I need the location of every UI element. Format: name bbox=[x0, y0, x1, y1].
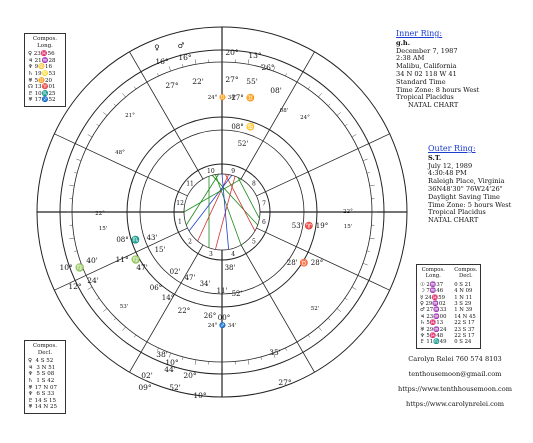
degree-tick bbox=[122, 327, 125, 331]
outer-ring-label: 20° bbox=[225, 48, 239, 57]
inner-ring-label: 34' bbox=[199, 280, 211, 288]
long-row: ♅ 17♐52 bbox=[28, 97, 56, 104]
degree-tick bbox=[285, 73, 286, 76]
inner-ring-label: 38' bbox=[224, 264, 236, 272]
degree-tick bbox=[74, 251, 77, 252]
long-row: ♃ 21♒28 bbox=[28, 57, 56, 64]
outer-ring-title: Outer Ring: bbox=[428, 144, 476, 153]
inner-ring-label: 08° ♏ bbox=[116, 236, 140, 244]
degree-tick bbox=[195, 59, 196, 64]
degree-tick bbox=[337, 308, 341, 311]
composite-long-column: Compos. Long. ☉ 2♒37 ☽ 7♒46 ☿ 24♓59 ♀ 29♒02 ♂ 27♒33 ♃ 23♒00 ♄ 5♓13 ♅ 29♒24 ♆ 5♓48 ♇ 11♏49 bbox=[420, 267, 447, 346]
degree-tick bbox=[297, 342, 300, 346]
inner-ring-zone: Time Zone: 8 hours West bbox=[396, 85, 480, 94]
long-row: ☊ 13♈01 bbox=[28, 84, 56, 91]
long-cell: ♀ 29♒02 bbox=[420, 301, 446, 308]
decl-cell: 1 N 11 bbox=[454, 294, 473, 301]
outer-ring-label: 44' bbox=[164, 365, 176, 374]
outer-ring-label: ♀ bbox=[154, 43, 160, 52]
degree-tick bbox=[182, 357, 183, 360]
house-number: 7 bbox=[262, 200, 266, 208]
long-cell: ☉ 2♒37 bbox=[420, 281, 444, 288]
degree-tick bbox=[261, 357, 262, 360]
degree-tick bbox=[114, 318, 116, 320]
decl-cell: 4 N 09 bbox=[454, 288, 473, 295]
decl-row: ♅ 14 N 25 bbox=[28, 404, 57, 411]
decl-cell: 22 S 17 bbox=[454, 320, 475, 327]
cusp-degree-label: 15' bbox=[343, 224, 353, 230]
house-number: 11 bbox=[186, 180, 194, 188]
degree-tick bbox=[88, 287, 92, 290]
inner-ring-title: Inner Ring: bbox=[396, 29, 443, 38]
inner-ring-label: 26° bbox=[203, 312, 217, 320]
contact-site-1[interactable]: https://www.tenthhousemoon.com bbox=[398, 385, 512, 393]
degree-tick bbox=[74, 172, 77, 173]
degree-tick bbox=[308, 335, 310, 337]
inner-ring-label: 00° bbox=[217, 314, 231, 322]
outer-ring-label: 35' bbox=[269, 348, 281, 357]
inner-ring-label: 27° ♊ bbox=[231, 94, 255, 102]
outer-ring-label: 10° ♍ bbox=[59, 263, 85, 272]
house-number: 8 bbox=[252, 180, 256, 188]
inner-ring-label: 08° ♋ bbox=[231, 123, 255, 131]
aspect-inner-circle bbox=[184, 174, 260, 250]
degree-tick bbox=[157, 73, 158, 76]
outer-ring-label: 13° bbox=[248, 51, 262, 60]
house-number: 2 bbox=[188, 238, 192, 246]
cusp-degree-label: 21° bbox=[125, 113, 135, 119]
degree-tick bbox=[370, 238, 375, 239]
degree-tick bbox=[328, 104, 330, 106]
inner-ring-label: 43' bbox=[146, 234, 158, 242]
inner-ring-label: 06° bbox=[149, 284, 163, 292]
outer-ring-label: 26° bbox=[261, 63, 275, 72]
decl-row: ♆ 6 S 33 bbox=[28, 391, 55, 398]
long-row: ♄ 19♌53 bbox=[28, 70, 56, 77]
decl-cell: 14 N 45 bbox=[454, 313, 476, 320]
degree-tick bbox=[145, 342, 148, 346]
inner-ring-label: 11' bbox=[216, 287, 228, 295]
degree-tick bbox=[345, 124, 347, 126]
outer-ring-label: ♂ bbox=[177, 41, 185, 50]
inner-ring-label: 28' ♉ 28° bbox=[286, 259, 324, 267]
long-row: ♅ 5♊20 bbox=[28, 77, 53, 84]
outer-ring-label: 52' bbox=[169, 383, 181, 392]
degree-tick bbox=[69, 238, 74, 239]
cusp-degree-label: 22° bbox=[343, 209, 353, 215]
long-row: ♇ 10♏25 bbox=[28, 90, 56, 97]
outer-ring-label: 27° bbox=[165, 81, 179, 90]
long-cell: ♄ 5♓13 bbox=[420, 320, 444, 327]
decl-row: ♇ 14 S 15 bbox=[28, 397, 56, 404]
outer-ring-label: 22' bbox=[192, 77, 204, 86]
degree-tick bbox=[134, 87, 136, 89]
outer-ring-label: 16° bbox=[178, 53, 192, 62]
aspect-line bbox=[222, 174, 229, 249]
outer-ring-label: 12° bbox=[68, 282, 82, 291]
outer-ring-label: 47' bbox=[136, 263, 148, 272]
composite-decl-column: Compos. Decl. 0 S 21 4 N 09 1 N 11 3 S 29 1 N 39 14 N 45 22 S 17 23 S 37 22 S 17 0 S 24 bbox=[454, 267, 478, 346]
degree-tick bbox=[76, 159, 81, 161]
degree-tick bbox=[370, 185, 375, 186]
contact-name: Carolyn Relei 760 574 8103 bbox=[408, 355, 502, 363]
outer-ring-label: 24' bbox=[87, 276, 99, 285]
inner-ring-coords: 34 N 02 118 W 41 bbox=[396, 69, 457, 78]
degree-tick bbox=[169, 353, 171, 358]
degree-tick bbox=[345, 298, 347, 300]
aspect-line bbox=[238, 178, 259, 219]
degree-tick bbox=[248, 360, 249, 365]
inner-ring-date: December 7, 1987 bbox=[396, 46, 458, 55]
aspect-line bbox=[198, 175, 229, 242]
outer-ring-place: Raleigh Place, Virginia bbox=[428, 177, 505, 186]
outer-ring-time: 4:30:48 PM bbox=[428, 169, 467, 178]
degree-tick bbox=[352, 135, 356, 138]
outer-ring-time-type: Daylight Saving Time bbox=[428, 192, 500, 201]
cusp-degree-label: 22° bbox=[95, 211, 105, 217]
cusp-degree-label: 24° ♊ 34' bbox=[207, 95, 237, 101]
house-cusp-line bbox=[130, 52, 204, 179]
house-number: 4 bbox=[231, 251, 236, 259]
house-number: 10 bbox=[207, 167, 215, 175]
degree-tick bbox=[297, 78, 300, 82]
outer-ring-houses: Tropical Placidus bbox=[428, 208, 486, 217]
degree-tick bbox=[248, 59, 249, 64]
outer-ring-chart: NATAL CHART bbox=[428, 216, 479, 225]
inner-ring-time: 2:38 AM bbox=[396, 54, 425, 63]
inner-ring-label: 22° bbox=[177, 307, 191, 315]
decl-row: ♆ 5 S 08 bbox=[28, 371, 55, 378]
outer-ring-label: 27° bbox=[225, 75, 239, 84]
degree-tick bbox=[363, 263, 368, 265]
house-number: 1 bbox=[178, 218, 182, 226]
outer-ring-name: S.T. bbox=[428, 153, 442, 162]
long-cell: ☽ 7♒46 bbox=[420, 288, 444, 295]
aspect-line bbox=[225, 174, 255, 231]
degree-tick bbox=[69, 185, 74, 186]
outer-ring-label: 08' bbox=[270, 86, 282, 95]
degree-tick bbox=[318, 93, 321, 97]
cusp-degree-label: 15' bbox=[98, 226, 108, 232]
inner-ring-label: 52' bbox=[237, 140, 249, 148]
outer-ring-label: 38' bbox=[156, 350, 168, 359]
cusp-degree-label: 08' bbox=[279, 108, 289, 114]
degree-tick bbox=[83, 147, 86, 148]
degree-tick bbox=[83, 275, 86, 276]
degree-tick bbox=[352, 287, 356, 290]
cusp-degree-label: 48° bbox=[115, 150, 125, 156]
degree-tick bbox=[88, 135, 92, 138]
degree-tick bbox=[103, 308, 107, 311]
inner-ring-label: 47' bbox=[184, 274, 196, 282]
degree-tick bbox=[358, 275, 361, 276]
inner-ring-time-type: Standard Time bbox=[396, 77, 446, 86]
box-header: Compos. Decl. bbox=[32, 343, 58, 356]
degree-tick bbox=[358, 147, 361, 148]
house-number: 5 bbox=[252, 238, 256, 246]
long-cell: ☿ 24♓59 bbox=[420, 294, 446, 301]
inner-ring-label: 52' bbox=[231, 290, 243, 298]
outer-ring-label: 10° bbox=[193, 391, 207, 400]
degree-tick bbox=[318, 327, 321, 331]
contact-site-2[interactable]: https://www.carolynrelei.com bbox=[405, 400, 505, 408]
decl-cell: 22 S 17 bbox=[454, 333, 475, 340]
cusp-degree-label: 53' bbox=[119, 304, 129, 310]
inner-ring-label: 14° bbox=[161, 294, 175, 302]
degree-tick bbox=[134, 335, 136, 337]
inner-ring-label: 15' bbox=[154, 246, 166, 254]
outer-ring-coords: 36N48'30" 76W24'26" bbox=[428, 184, 503, 193]
decl-row: ♃ 3 N 51 bbox=[28, 364, 56, 371]
degree-tick bbox=[367, 251, 370, 252]
degree-tick bbox=[97, 124, 99, 126]
degree-tick bbox=[328, 318, 330, 320]
degree-tick bbox=[308, 87, 310, 89]
outer-ring-label: 40' bbox=[86, 256, 98, 265]
long-row: ♆ 9♋16 bbox=[28, 64, 53, 71]
outer-ring-label: 11° ♍ bbox=[115, 255, 141, 264]
inner-ring-name: g.h. bbox=[396, 38, 410, 47]
outer-ring-label: 16° bbox=[155, 57, 169, 66]
decl-cell: 3 S 29 bbox=[454, 301, 472, 308]
degree-tick bbox=[145, 78, 148, 82]
degree-tick bbox=[103, 112, 107, 115]
degree-tick bbox=[285, 348, 286, 351]
decl-cell: 0 S 21 bbox=[454, 281, 472, 288]
outer-ring-zone: Time Zone: 5 hours West bbox=[428, 200, 512, 209]
degree-tick bbox=[97, 298, 99, 300]
decl-cell: 1 N 39 bbox=[454, 307, 473, 314]
decl-row: ♀ 4 S 52 bbox=[28, 358, 54, 365]
inner-ring-label: 02' bbox=[169, 268, 181, 276]
outer-ring-label: 55' bbox=[246, 77, 258, 86]
decl-row: ♅ 17 N 07 bbox=[28, 384, 57, 391]
degree-tick bbox=[337, 112, 341, 115]
decl-cell: 23 S 37 bbox=[454, 326, 475, 333]
house-number: 9 bbox=[231, 167, 236, 175]
outer-ring-label: 10° bbox=[165, 358, 179, 367]
inner-ring-houses: Tropical Placidus bbox=[396, 93, 454, 102]
degree-tick bbox=[122, 93, 125, 97]
long-cell: ♂ 27♒33 bbox=[420, 307, 447, 314]
inner-ring-chart: NATAL CHART bbox=[408, 101, 459, 110]
long-cell: ♃ 23♒00 bbox=[420, 313, 447, 320]
degree-tick bbox=[195, 360, 196, 365]
long-row: ♀ 23♓56 bbox=[28, 51, 55, 58]
degree-tick bbox=[114, 104, 116, 106]
cusp-degree-label: 24° ♐ 34' bbox=[207, 323, 237, 329]
degree-tick bbox=[169, 66, 171, 71]
house-number: 3 bbox=[208, 251, 213, 259]
cusp-degree-label: 24° bbox=[300, 115, 310, 121]
long-cell: ♆ 5♓48 bbox=[420, 333, 444, 340]
outer-ring-date: July 12, 1989 bbox=[428, 161, 473, 170]
outer-ring-label: 09° bbox=[138, 383, 152, 392]
degree-tick bbox=[363, 159, 368, 161]
house-number: 12 bbox=[176, 199, 184, 207]
inner-ring-place: Malibu, California bbox=[396, 62, 457, 71]
outer-ring-label: 20° bbox=[183, 371, 197, 380]
box-header: Compos. Long. bbox=[32, 36, 58, 49]
long-cell: ♇ 11♏49 bbox=[420, 339, 447, 346]
inner-ring-label: 53' ♈ 19° bbox=[291, 222, 329, 230]
contact-email[interactable]: tenthousemoon@gmail.com bbox=[408, 370, 502, 378]
degree-tick bbox=[367, 172, 370, 173]
decl-row: ♄ 1 S 42 bbox=[28, 377, 55, 384]
decl-cell: 0 S 24 bbox=[454, 339, 472, 346]
long-cell: ♅ 29♒24 bbox=[420, 326, 447, 333]
outer-ring-label: 27° bbox=[278, 378, 292, 387]
cusp-degree-label: 52' bbox=[310, 306, 320, 312]
outer-ring-label: 02' bbox=[141, 371, 153, 380]
house-number: 6 bbox=[261, 219, 266, 227]
degree-tick bbox=[182, 64, 183, 67]
